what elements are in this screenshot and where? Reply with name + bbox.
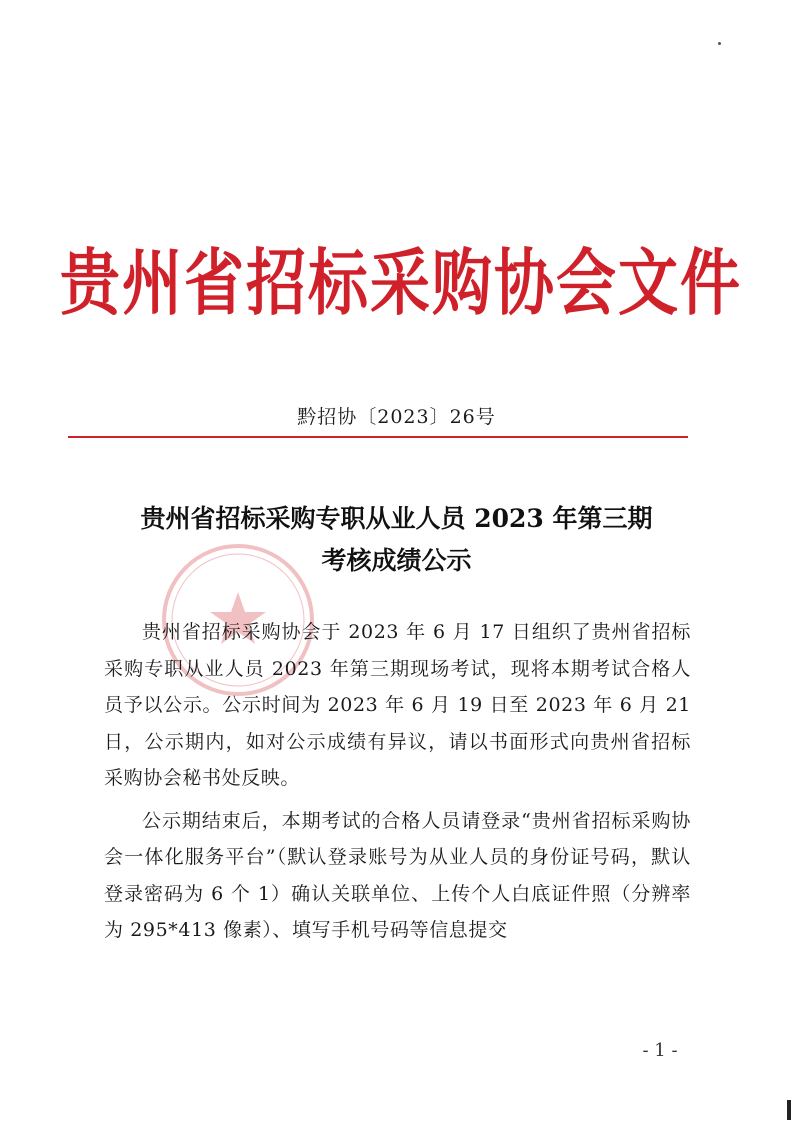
document-body (104, 614, 691, 955)
document-title (60, 498, 733, 582)
scan-edge-mark (787, 1100, 791, 1120)
body-paragraph-1: 贵州省招标采购协会于 2023 年 6 月 17 日组织了贵州省招标采购专职从业人员 2023 年第三期现场考试，现将本期考试合格人员予以公示。公示时间为 2023 年 6 月 19 日至 2023 年 6 月 21 日，公示期内，如对公示成绩有异议，请以书面形式向贵州省招标采购协会秘书处反映。 (104, 621, 691, 789)
page-number: - 1 - (642, 1040, 678, 1061)
body-paragraph-2: 公示期结束后，本期考试的合格人员请登录“贵州省招标采购协会一体化服务平台”（默认登录账号为从业人员的身份证号码，默认登录密码为 6 个 1）确认关联单位、上传个人白底证件照（分辨率为 295*413 像素）、填写手机号码等信息提交 (104, 809, 691, 941)
document-number: 黔招协〔2023〕26号 (297, 406, 496, 428)
red-divider-line (68, 436, 688, 438)
document-title-line1: 贵州省招标采购专职从业人员 2023 年第三期 (140, 504, 653, 533)
document-title-line2: 考核成绩公示 (321, 546, 472, 575)
issuer-header-title: 贵州省招标采购协会文件 (60, 242, 742, 326)
scan-speck (718, 42, 721, 45)
